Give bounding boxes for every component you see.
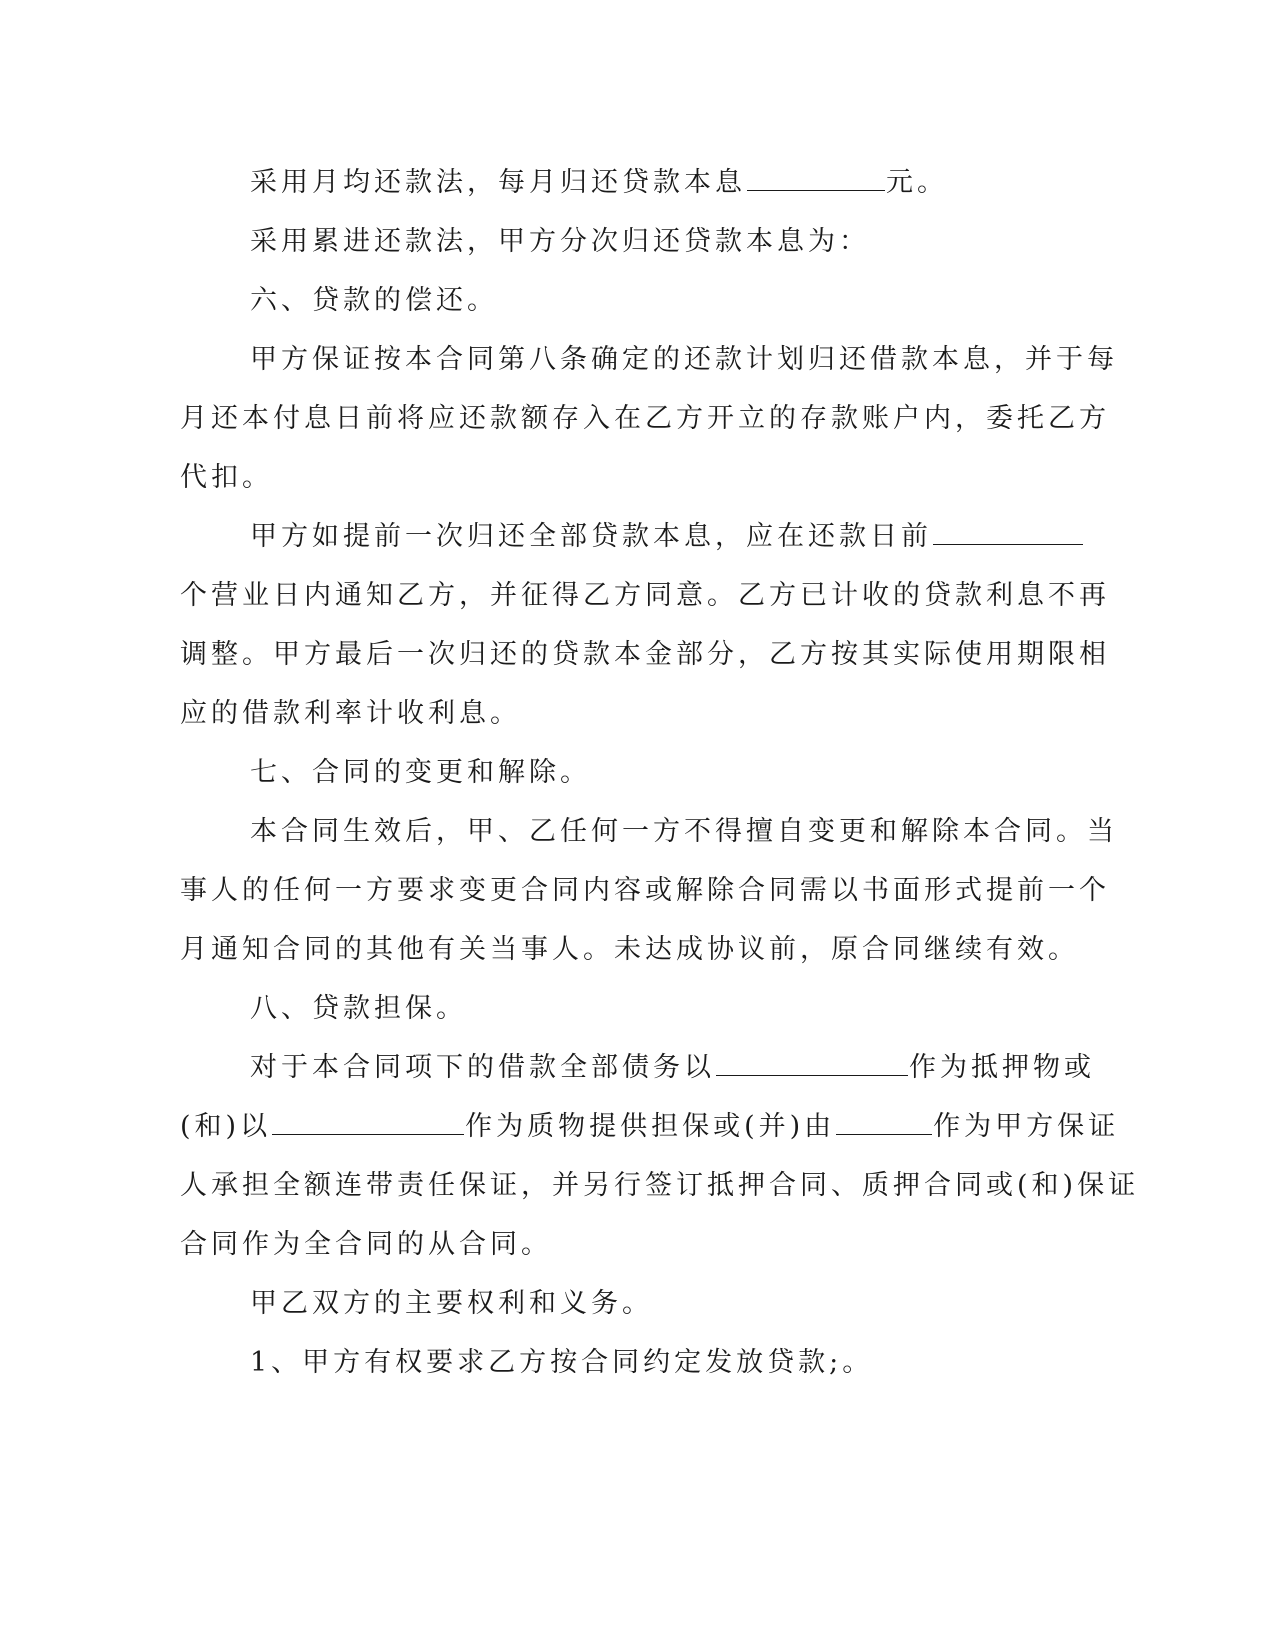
section-heading-rights-obligations: 甲乙双方的主要权利和义务。 [250,1288,653,1319]
paragraph-line: 人承担全额连带责任保证，并另行签订抵押合同、质押合同或(和)保证 [180,1170,1140,1201]
paragraph-line [250,1050,1095,1086]
paragraph-line: 个营业日内通知乙方，并征得乙方同意。乙方已计收的贷款利息不再 [180,580,1110,611]
fill-blank [272,1110,464,1135]
fill-blank [933,520,1083,545]
paragraph-line: 月还本付息日前将应还款额存入在乙方开立的存款账户内，委托乙方 [180,403,1110,434]
list-item: 1、甲方有权要求乙方按合同约定发放贷款;。 [250,1347,874,1378]
fill-blank [747,166,885,191]
section-heading-loan-guarantee: 八、贷款担保。 [250,993,467,1024]
section-heading-repayment: 六、贷款的偿还。 [250,285,498,316]
text: 对于本合同项下的借款全部债务以 [250,1052,715,1083]
paragraph-monthly-repayment [250,165,948,201]
fill-blank [716,1051,908,1076]
paragraph-line: 事人的任何一方要求变更合同内容或解除合同需以书面形式提前一个 [180,875,1110,906]
text: 元。 [886,167,948,198]
text: 甲方如提前一次归还全部贷款本息，应在还款日前 [250,521,932,552]
paragraph-line: 合同作为全合同的从合同。 [180,1229,552,1260]
text: 作为质物提供担保或(并)由 [465,1111,836,1142]
paragraph-line: 月通知合同的其他有关当事人。未达成协议前，原合同继续有效。 [180,934,1079,965]
fill-blank [836,1110,932,1135]
section-heading-contract-change: 七、合同的变更和解除。 [250,757,591,788]
paragraph-line: 甲方保证按本合同第八条确定的还款计划归还借款本息，并于每 [250,344,1118,375]
text: 采用月均还款法，每月归还贷款本息 [250,167,746,198]
paragraph-line [250,519,1084,555]
text: 作为抵押物或 [909,1052,1095,1083]
paragraph-line: 代扣。 [180,462,273,493]
paragraph-line [180,1109,1119,1145]
paragraph-line: 本合同生效后，甲、乙任何一方不得擅自变更和解除本合同。当 [250,816,1118,847]
text: (和)以 [180,1111,272,1142]
paragraph-line: 应的借款利率计收利息。 [180,698,521,729]
paragraph-line: 调整。甲方最后一次归还的贷款本金部分，乙方按其实际使用期限相 [180,639,1110,670]
paragraph-progressive-repayment: 采用累进还款法，甲方分次归还贷款本息为： [250,226,870,257]
text: 作为甲方保证 [933,1111,1120,1142]
